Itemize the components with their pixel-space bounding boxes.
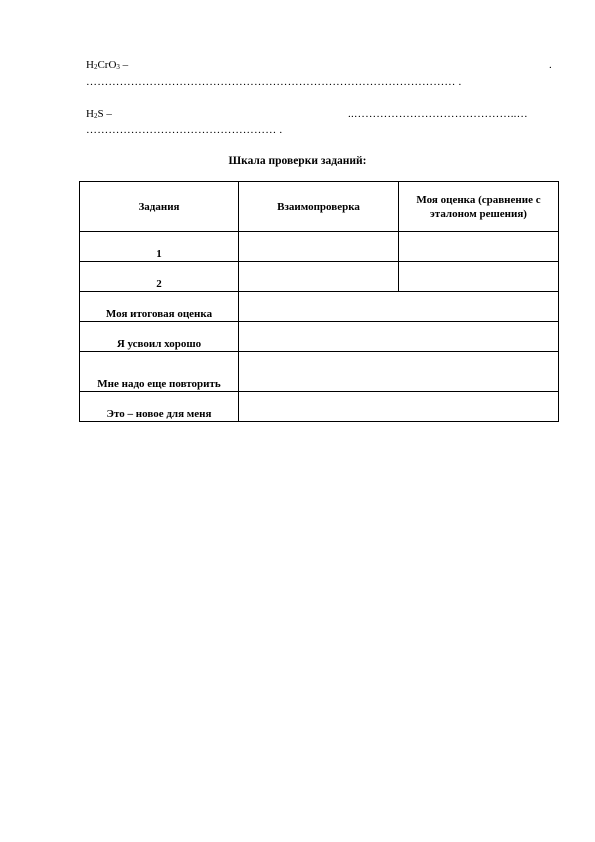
table-row	[80, 262, 559, 292]
table-title: Шкала проверки заданий:	[228, 155, 367, 167]
header-tasks: Задания	[80, 182, 239, 232]
row-label-learned-well: Я усвоил хорошо	[80, 322, 239, 352]
peer-review-cell[interactable]	[239, 262, 399, 292]
table-row	[80, 352, 559, 392]
formula-line-h2cro3: $H_2CrO_3$ –	[86, 59, 129, 71]
my-grade-cell[interactable]	[399, 232, 559, 262]
grading-table	[79, 181, 559, 422]
table-row	[80, 392, 559, 422]
table-row	[80, 322, 559, 352]
row-label-need-review: Мне надо еще повторить	[80, 352, 239, 392]
header-peer-review: Взаимопроверка	[239, 182, 399, 232]
table-header-row	[80, 182, 559, 232]
new-for-me-cell[interactable]	[239, 392, 559, 422]
header-my-grade: Моя оценка (сравнение с эталоном решения)	[399, 182, 559, 232]
table-row	[80, 232, 559, 262]
final-grade-cell[interactable]	[239, 292, 559, 322]
formula-line-end: .	[549, 59, 552, 71]
need-review-cell[interactable]	[239, 352, 559, 392]
peer-review-cell[interactable]	[239, 232, 399, 262]
answer-dotted-line: ..……………………………………..…	[348, 108, 528, 120]
table-row	[80, 292, 559, 322]
task-number: 1	[80, 232, 239, 262]
row-label-final-grade: Моя итоговая оценка	[80, 292, 239, 322]
answer-dotted-line: ……………………………………………………………………………………… .	[86, 76, 462, 88]
formula-line-h2s: $H_2S$ –	[86, 108, 112, 120]
row-label-new-for-me: Это – новое для меня	[80, 392, 239, 422]
my-grade-cell[interactable]	[399, 262, 559, 292]
answer-dotted-line: …………………………………………… .	[86, 124, 283, 136]
learned-well-cell[interactable]	[239, 322, 559, 352]
task-number: 2	[80, 262, 239, 292]
